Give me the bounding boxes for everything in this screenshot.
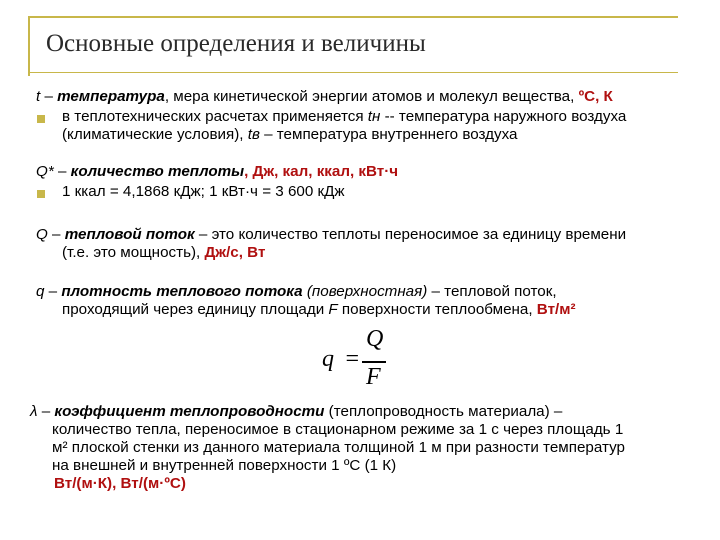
conductivity-line4: на внешней и внутренней поверхности 1 ºС (1 К) bbox=[52, 457, 397, 474]
title-rule-left bbox=[28, 16, 30, 76]
temperature-bullet-line2 bbox=[62, 126, 517, 144]
heat-flux-term: плотность теплового потока bbox=[61, 283, 303, 300]
temperature-term: температура bbox=[57, 88, 165, 105]
heat-flux-units: Вт/м² bbox=[536, 301, 576, 318]
heat-flux-definition bbox=[36, 283, 557, 301]
temperature-bullet-line1 bbox=[62, 108, 626, 126]
heat-flow-text: – это количество теплоты переносимое за единицу времени bbox=[194, 226, 627, 243]
heat-flux-text: проходящий через единицу площади bbox=[62, 301, 329, 318]
formula-denominator: F bbox=[366, 364, 381, 390]
title-rule-top bbox=[28, 16, 678, 18]
temperature-units: ºС, К bbox=[578, 88, 613, 105]
heat-flux-symbol: q bbox=[36, 283, 45, 300]
formula-equals: = bbox=[344, 346, 361, 372]
conductivity-symbol: λ bbox=[30, 403, 38, 420]
temperature-symbol: t bbox=[36, 88, 41, 105]
conductivity-line3: м² плоской стенки из данного материала толщиной 1 м при разности температур bbox=[52, 439, 625, 456]
heat-quantity-definition bbox=[36, 163, 398, 181]
heat-flux-text: – тепловой поток, bbox=[427, 283, 557, 300]
heat-flow-units: Дж/с, Вт bbox=[204, 244, 266, 261]
heat-quantity-term: количество теплоты bbox=[70, 163, 245, 180]
heat-flow-symbol: Q bbox=[36, 226, 48, 243]
heat-conversion-bullet: 1 ккал = 4,1868 кДж; 1 кВт·ч = 3 600 кДж bbox=[62, 183, 345, 200]
heat-quantity-units: , Дж, кал, ккал, кВт·ч bbox=[244, 163, 399, 180]
heat-flow-text: (т.е. это мощность), bbox=[62, 244, 205, 261]
heat-quantity-symbol: Q* bbox=[36, 163, 54, 180]
dash: – bbox=[40, 88, 58, 105]
slide-title: Основные определения и величины bbox=[46, 30, 426, 57]
bullet-text: в теплотехнических расчетах применяется bbox=[62, 108, 368, 125]
heat-flux-text: поверхности теплообмена, bbox=[337, 301, 537, 318]
bullet-text: (климатические условия), bbox=[62, 126, 248, 143]
conductivity-text: (теплопроводность материала) – bbox=[324, 403, 563, 420]
indoor-temp-symbol: tв bbox=[247, 126, 260, 143]
dash: – bbox=[44, 283, 62, 300]
heat-flux-paren: (поверхностная) bbox=[302, 283, 428, 300]
bullet-text: -- температура наружного воздуха bbox=[380, 108, 627, 125]
conductivity-line2: количество тепла, переносимое в стационарном режиме за 1 с через площадь 1 bbox=[52, 421, 624, 438]
title-rule-bottom bbox=[28, 72, 678, 73]
formula-lhs: q bbox=[322, 346, 334, 372]
heat-flow-line2 bbox=[62, 244, 265, 262]
conductivity-term: коэффициент теплопроводности bbox=[54, 403, 325, 420]
heat-flow-term: тепловой поток bbox=[64, 226, 195, 243]
area-symbol: F bbox=[328, 301, 338, 318]
conductivity-definition bbox=[30, 403, 562, 421]
dash: – bbox=[53, 163, 71, 180]
bullet-text: – температура внутреннего воздуха bbox=[259, 126, 518, 143]
bullet-square-icon bbox=[37, 115, 45, 123]
dash: – bbox=[47, 226, 65, 243]
conductivity-units: Вт/(м·К), Вт/(м·ºС) bbox=[54, 475, 186, 492]
temperature-text: , мера кинетической энергии атомов и молекул вещества, bbox=[164, 88, 579, 105]
outdoor-temp-symbol: tн bbox=[367, 108, 381, 125]
temperature-definition bbox=[36, 88, 613, 106]
formula-numerator: Q bbox=[366, 326, 384, 352]
fraction-bar bbox=[362, 361, 386, 363]
bullet-square-icon bbox=[37, 190, 45, 198]
dash: – bbox=[37, 403, 55, 420]
heat-flux-line2 bbox=[62, 301, 576, 319]
heat-flow-definition bbox=[36, 226, 626, 244]
